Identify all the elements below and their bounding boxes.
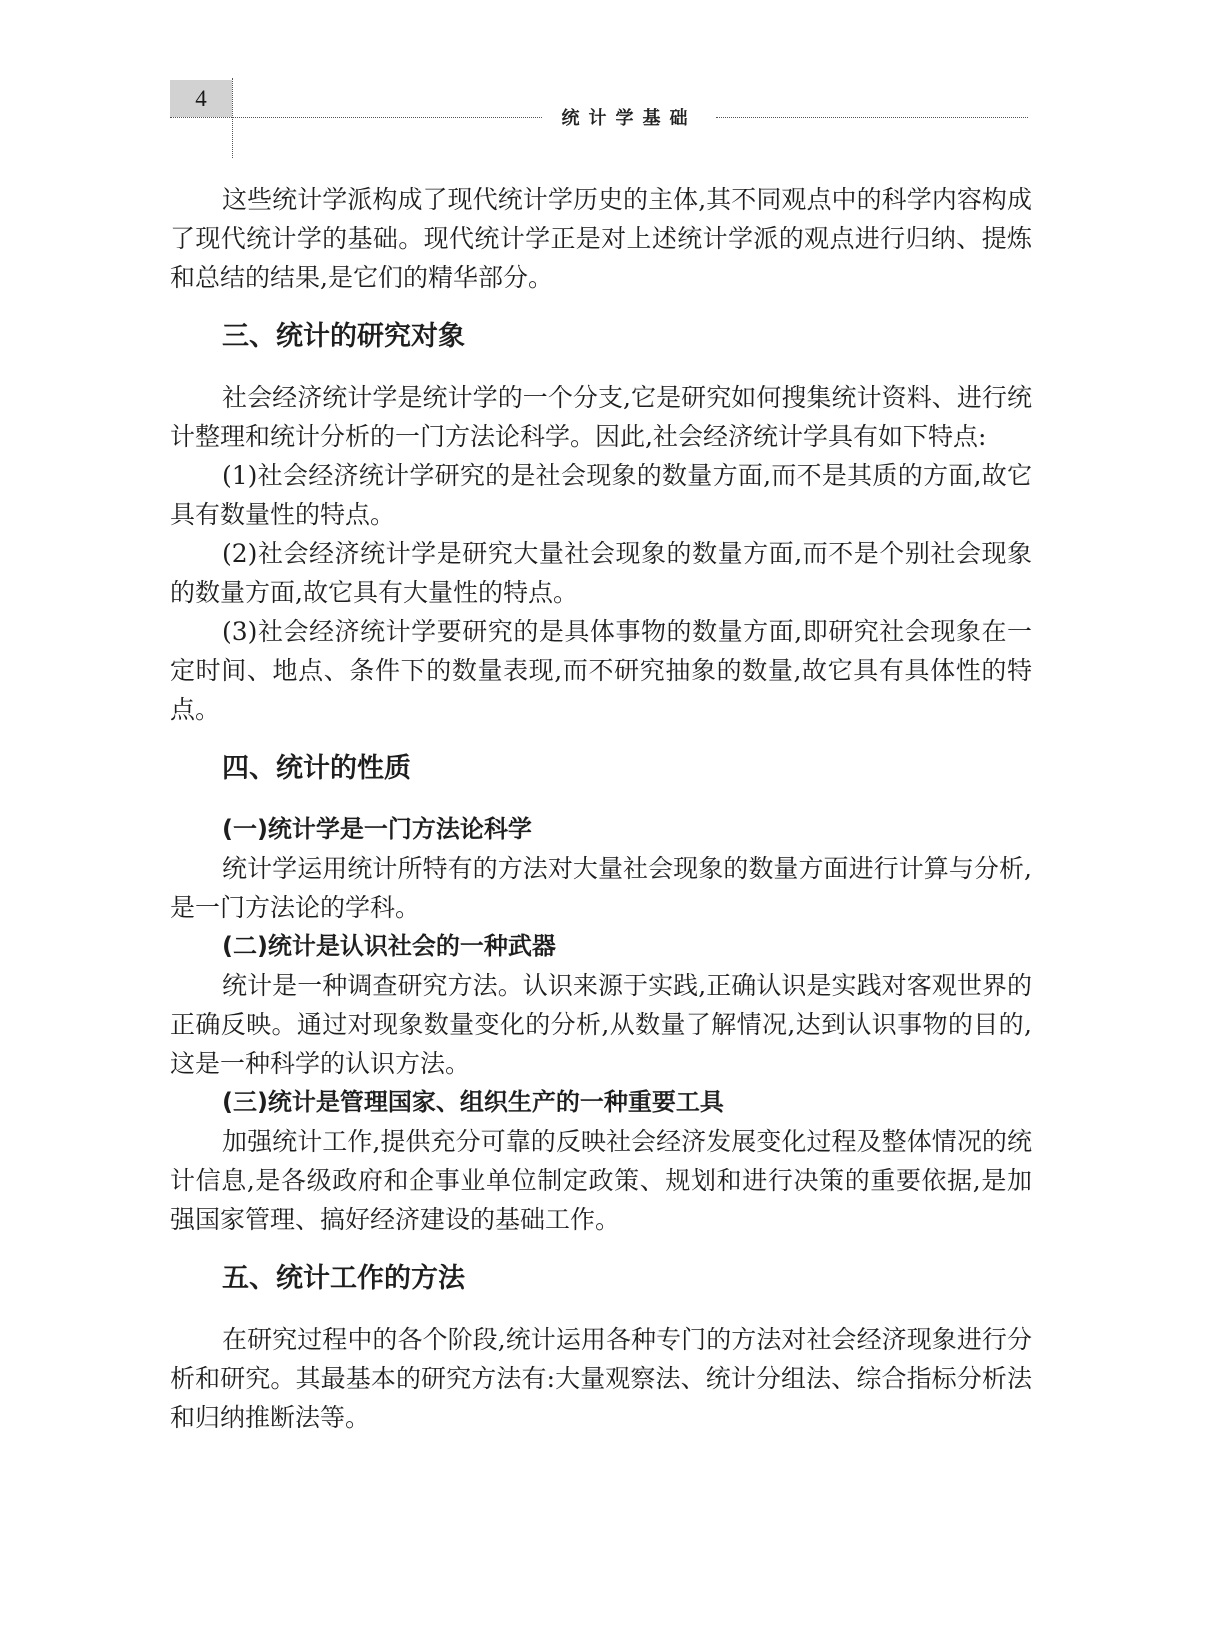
paragraph: 统计学运用统计所特有的方法对大量社会现象的数量方面进行计算与分析,是一门方法论的学科。 (170, 854, 1032, 922)
running-title: 统计学基础 (561, 108, 697, 129)
paragraph: 加强统计工作,提供充分可靠的反映社会经济发展变化过程及整体情况的统计信息,是各级政府和企事业单位制定政策、规划和进行决策的重要依据,是加强国家管理、搞好经济建设的基础工作。 (170, 1127, 1032, 1234)
paragraph: 这些统计学派构成了现代统计学历史的主体,其不同观点中的科学内容构成了现代统计学的基础。现代统计学正是对上述统计学派的观点进行归纳、提炼和总结的结果,是它们的精华部分。 (170, 185, 1032, 292)
section-heading: 三、统计的研究对象 (222, 321, 465, 352)
section-heading: 四、统计的性质 (222, 753, 411, 784)
header-rule-right (716, 117, 1028, 118)
subsection-heading: (三)统计是管理国家、组织生产的一种重要工具 (222, 1088, 724, 1116)
page-number: 4 (170, 80, 232, 117)
paragraph: (2)社会经济统计学是研究大量社会现象的数量方面,而不是个别社会现象的数量方面,故它具有大量性的特点。 (170, 539, 1032, 607)
header-rule-left (170, 117, 542, 118)
page-body (170, 180, 1032, 1437)
header-rule-vertical (232, 78, 233, 158)
paragraph: 社会经济统计学是统计学的一个分支,它是研究如何搜集统计资料、进行统计整理和统计分析的一门方法论科学。因此,社会经济统计学具有如下特点: (170, 383, 1032, 451)
section-heading: 五、统计工作的方法 (222, 1263, 465, 1294)
page-header (0, 0, 1205, 160)
subsection-heading: (二)统计是认识社会的一种武器 (222, 932, 556, 960)
subsection-heading: (一)统计学是一门方法论科学 (222, 815, 532, 843)
paragraph: 统计是一种调查研究方法。认识来源于实践,正确认识是实践对客观世界的正确反映。通过对现象数量变化的分析,从数量了解情况,达到认识事物的目的,这是一种科学的认识方法。 (170, 971, 1032, 1078)
paragraph: (3)社会经济统计学要研究的是具体事物的数量方面,即研究社会现象在一定时间、地点、条件下的数量表现,而不研究抽象的数量,故它具有具体性的特点。 (170, 617, 1032, 724)
paragraph: 在研究过程中的各个阶段,统计运用各种专门的方法对社会经济现象进行分析和研究。其最基本的研究方法有:大量观察法、统计分组法、综合指标分析法和归纳推断法等。 (170, 1325, 1032, 1432)
paragraph: (1)社会经济统计学研究的是社会现象的数量方面,而不是其质的方面,故它具有数量性的特点。 (170, 461, 1032, 529)
